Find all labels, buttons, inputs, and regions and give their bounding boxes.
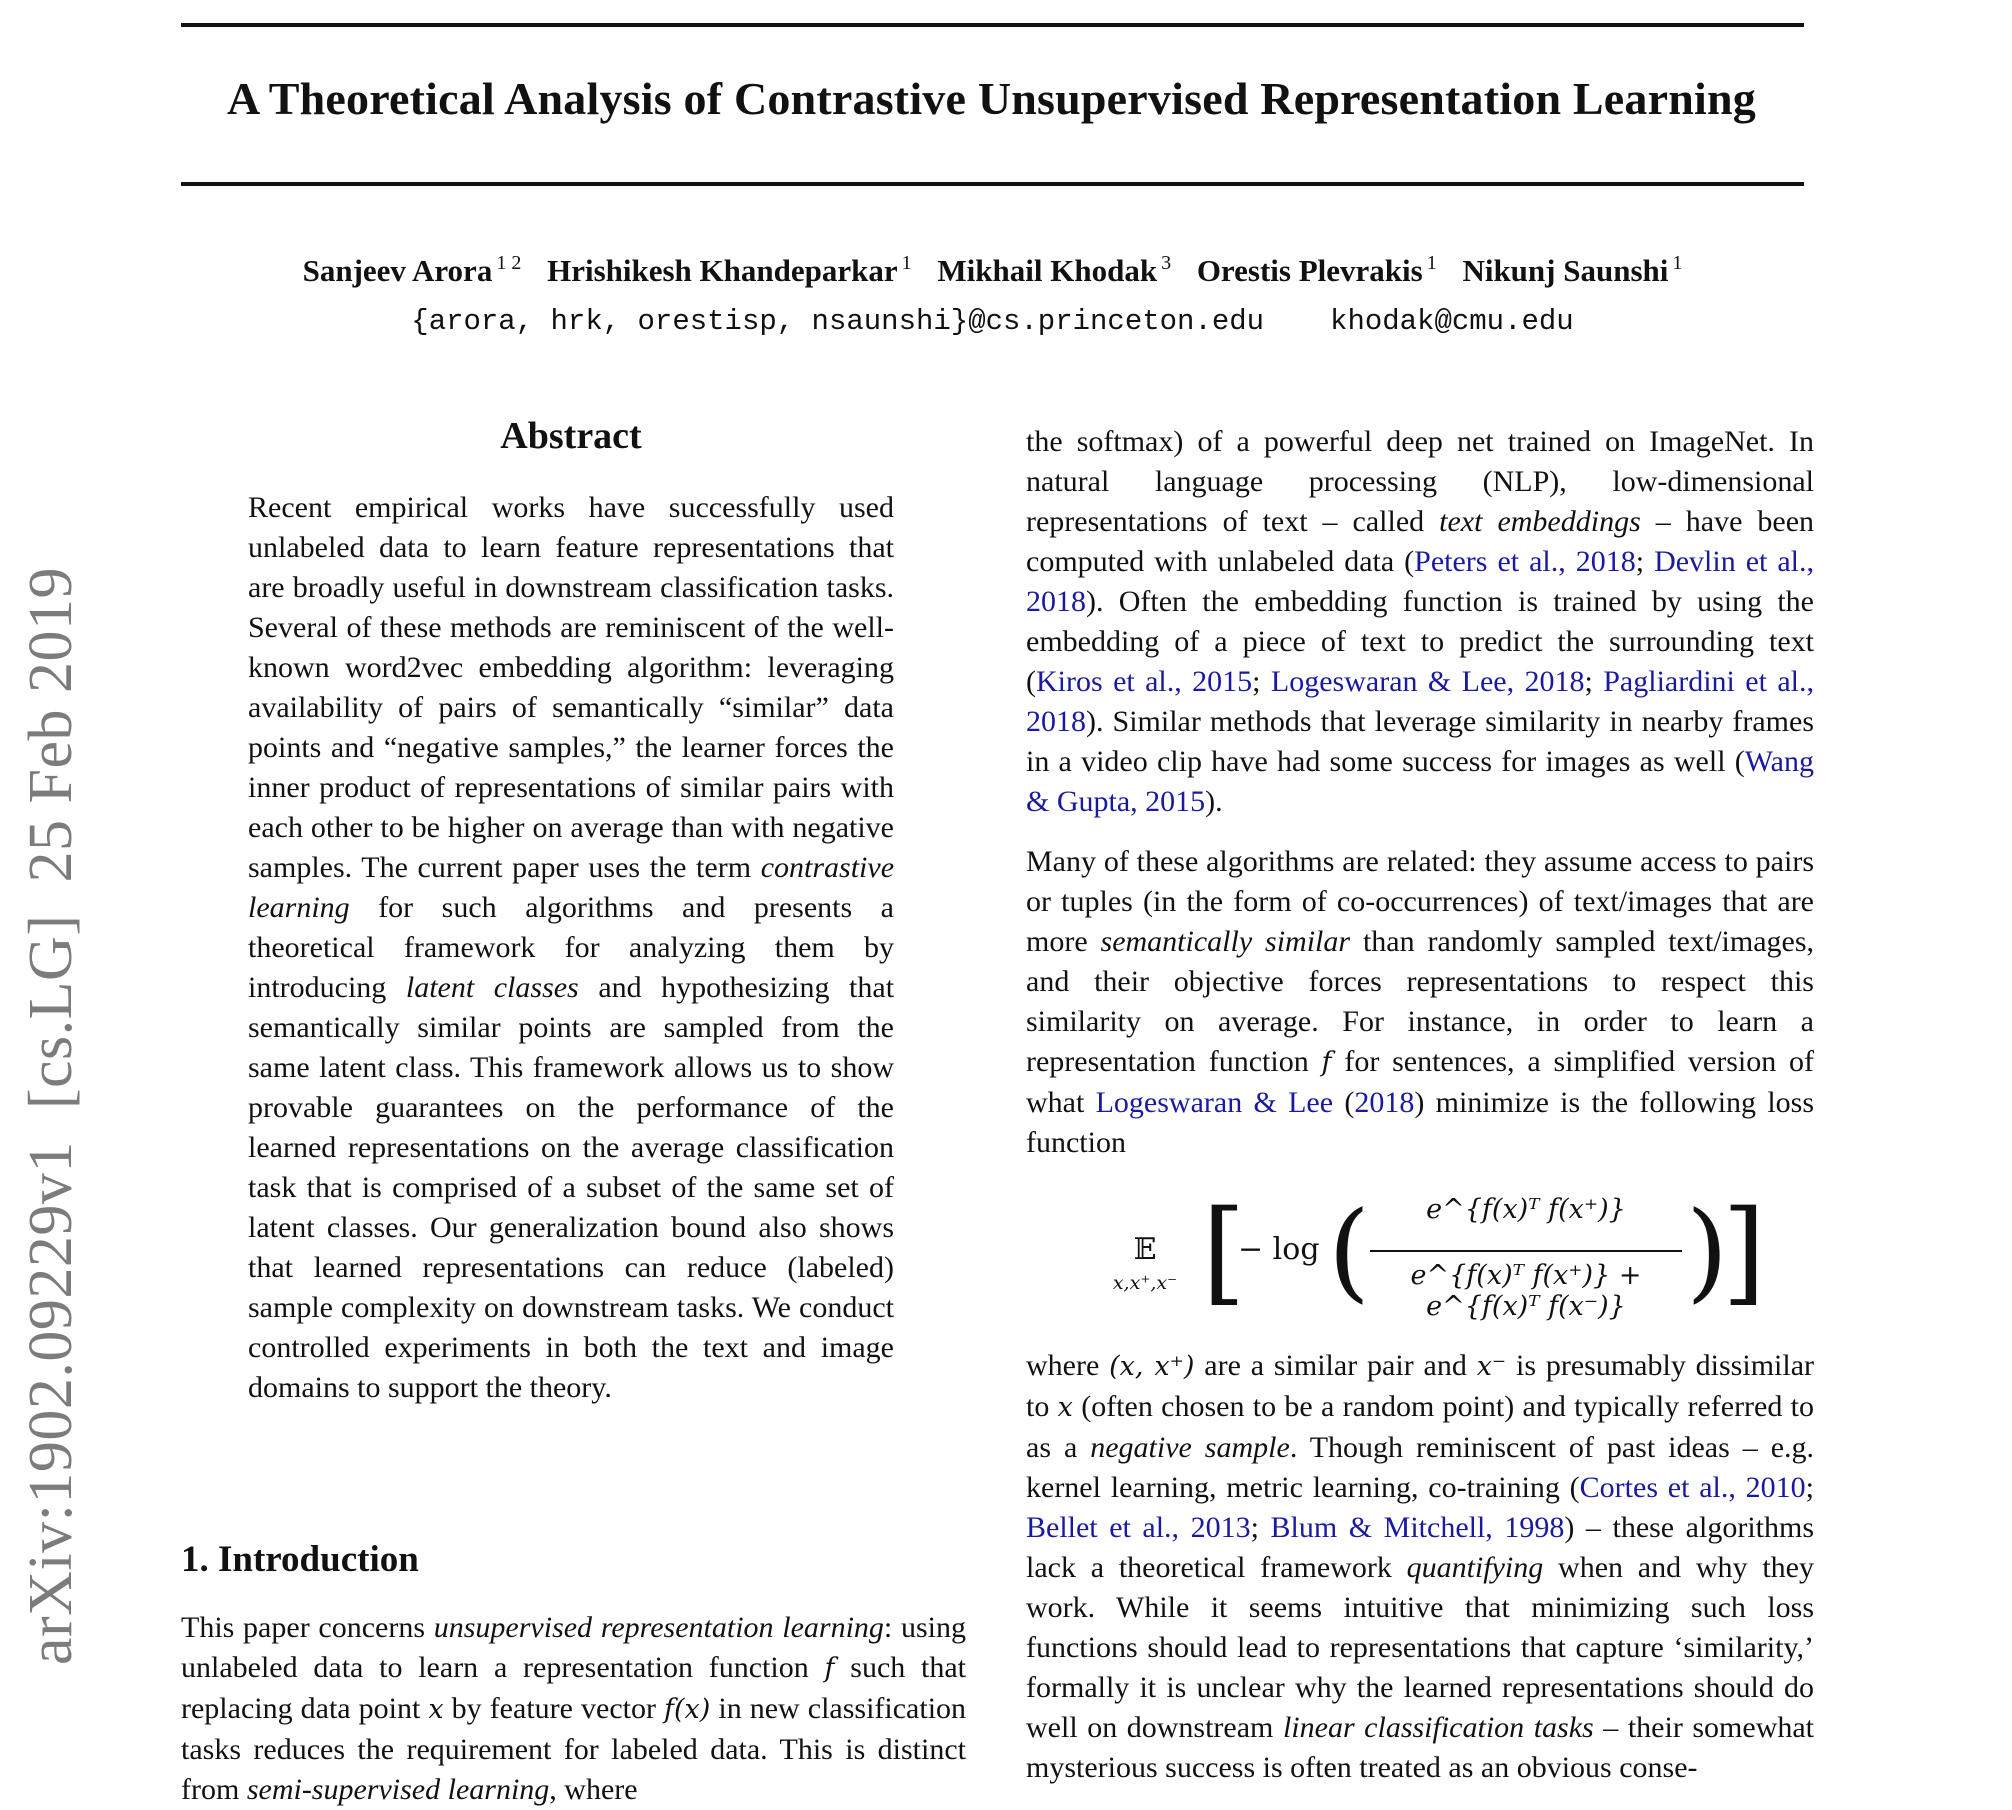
- body-text-part: ). Similar methods that leverage similarity in nearby frames in a video clip have had some success for images as well (: [1026, 705, 1814, 778]
- author-saunshi: [1462, 253, 1682, 288]
- citation-separator: ;: [1805, 1471, 1814, 1504]
- citation-separator: ;: [1584, 665, 1604, 698]
- right-bracket: ]: [1722, 1187, 1766, 1317]
- body-text-part: Many of these algorithms are related: they assume access to pairs or tuples (in the form of co-occurrences) of text/images that are more: [1026, 845, 1814, 958]
- math-symbol: (x, x⁺): [1109, 1351, 1195, 1382]
- intro-text-part: such that replacing data point: [181, 1651, 967, 1725]
- paper-title: A Theoretical Analysis of Contrastive Unsupervised Representation Learning: [226, 73, 1756, 124]
- citation-link[interactable]: Pagliardini et al., 2018: [1026, 665, 1814, 738]
- body-text-part: – their somewhat mysterious success is often treated as an obvious conse-: [1026, 1711, 1815, 1784]
- abstract-heading: Abstract: [500, 415, 642, 457]
- body-emphasis: negative sample: [1090, 1431, 1290, 1464]
- body-text-part: . Though reminiscent of past ideas – e.g. kernel learning, metric learning, co-training (: [1026, 1431, 1815, 1504]
- body-text-part: for sentences, a simplified version of what: [1026, 1045, 1815, 1119]
- author-name: Sanjeev Arora: [302, 253, 493, 288]
- citation-link[interactable]: Cortes et al., 2010: [1579, 1471, 1806, 1504]
- title-bottom-rule: [181, 182, 1804, 186]
- author-name: Orestis Plevrakis: [1196, 253, 1423, 288]
- math-symbol: x: [428, 1694, 444, 1725]
- introduction-text: [181, 1608, 966, 1810]
- author-khodak: [937, 253, 1171, 288]
- author-affiliation: 1 2: [496, 252, 522, 274]
- fraction-numerator: e^{f(x)ᵀ f(x⁺)}: [1426, 1194, 1626, 1225]
- intro-text-part: This paper concerns: [181, 1611, 426, 1644]
- abstract-text-part: for such algorithms and presents a theoretical framework for analyzing them by introducing: [248, 891, 894, 1004]
- body-emphasis: text embeddings: [1439, 505, 1641, 538]
- citation-link[interactable]: Peters et al., 2018: [1414, 545, 1636, 578]
- body-text-part: ). Often the embedding function is trained by using the embedding of a piece of text to predict the surrounding text (: [1026, 585, 1814, 698]
- expectation-subscript: x,x⁺,x⁻: [1112, 1272, 1178, 1294]
- intro-text-part: in new classification tasks reduces the requirement for labeled data. This is distinct from: [181, 1692, 967, 1806]
- citation-link[interactable]: 2018: [1354, 1086, 1415, 1119]
- citation-link[interactable]: Kiros et al., 2015: [1036, 665, 1253, 698]
- author-khandeparkar: [547, 253, 912, 288]
- intro-text-part: : using unlabeled data to learn a representation function: [181, 1611, 966, 1684]
- citation-link[interactable]: Wang & Gupta, 2015: [1026, 745, 1814, 818]
- citation-link[interactable]: Blum & Mitchell, 1998: [1270, 1511, 1565, 1544]
- right-column-paragraph-3: [1026, 1346, 1814, 1788]
- citation-link[interactable]: Logeswaran & Lee: [1095, 1086, 1334, 1119]
- citation-separator: ;: [1250, 1511, 1271, 1544]
- loss-function-equation: [1090, 1187, 1790, 1322]
- email-princeton: {arora, hrk, orestisp, nsaunshi}@cs.princeton.edu: [411, 305, 1265, 338]
- negative-log: − log: [1238, 1232, 1320, 1267]
- intro-emphasis: unsupervised representation learning: [433, 1611, 884, 1644]
- citation-link[interactable]: Bellet et al., 2013: [1026, 1511, 1251, 1544]
- arxiv-identifier-stamp: arXiv:1902.09229v1 [cs.LG] 25 Feb 2019: [17, 567, 85, 1665]
- body-text-part: ) – these algorithms lack a theoretical framework: [1026, 1511, 1814, 1584]
- math-symbol: f: [1321, 1047, 1332, 1078]
- email-cmu: khodak@cmu.edu: [1330, 305, 1574, 338]
- fraction-denominator: e^{f(x)ᵀ f(x⁺)} + e^{f(x)ᵀ f(x⁻)}: [1410, 1260, 1642, 1322]
- body-emphasis: semantically similar: [1100, 925, 1351, 958]
- body-text-part: where: [1026, 1349, 1100, 1382]
- body-text-part: than randomly sampled text/images, and their objective forces representations to respect this similarity on average. For instance, in order to learn a representation function: [1026, 925, 1814, 1078]
- abstract-text: [248, 488, 894, 1408]
- section-heading-introduction: 1. Introduction: [181, 1539, 419, 1580]
- body-emphasis: quantifying: [1406, 1551, 1544, 1584]
- fraction-bar: [1370, 1250, 1682, 1252]
- citation-link[interactable]: Devlin et al., 2018: [1026, 545, 1814, 618]
- title-top-rule: [181, 23, 1804, 27]
- author-affiliation: 3: [1161, 252, 1172, 274]
- author-affiliation: 1: [1426, 252, 1437, 274]
- intro-text-part: , where: [549, 1773, 638, 1806]
- author-emails: [181, 305, 1804, 338]
- body-text-part: is presumably dissimilar to: [1026, 1349, 1815, 1423]
- body-text-part: – have been computed with unlabeled data (: [1026, 505, 1815, 578]
- abstract-emphasis: contrastive learning: [248, 851, 895, 924]
- right-column-paragraph-1: [1026, 422, 1814, 822]
- abstract-text-part: Recent empirical works have successfully used unlabeled data to learn feature representations that are broadly useful in downstream classification tasks. Several of these methods are reminiscent of the well-known word2vec embedding algorithm: leveraging availability of pairs of semantically “similar” data points and “negative samples,” the learner forces the inner product of representations of similar pairs with each other to be higher on average than with negative samples. The current paper uses the term: [248, 491, 894, 884]
- body-text-part: when and why they work. While it seems intuitive that minimizing such loss functions should lead to representations that capture ‘similarity,’ formally it is unclear why the learned representations should do well on downstream: [1026, 1551, 1814, 1744]
- abstract-text-part: and hypothesizing that semantically similar points are sampled from the same latent class. This framework allows us to show provable guarantees on the performance of the learned representations on the average classification task that is comprised of a subset of the same set of latent classes. Our generalization bound also shows that learned representations can reduce (labeled) sample complexity on downstream tasks. We conduct controlled experiments in both the text and image domains to support the theory.: [248, 971, 895, 1404]
- citation-link[interactable]: Logeswaran & Lee, 2018: [1270, 665, 1585, 698]
- left-bracket: [: [1202, 1187, 1246, 1317]
- body-emphasis: linear classification tasks: [1282, 1711, 1594, 1744]
- body-text-part: ).: [1205, 785, 1223, 818]
- math-symbol: f: [824, 1653, 835, 1684]
- abstract-emphasis: latent classes: [405, 971, 579, 1004]
- author-name: Hrishikesh Khandeparkar: [547, 253, 898, 288]
- body-text-part: (often chosen to be a random point) and typically referred to as a: [1026, 1390, 1815, 1464]
- body-text-part: ) minimize is the following loss function: [1026, 1086, 1815, 1159]
- author-list: [181, 252, 1804, 289]
- author-affiliation: 1: [901, 252, 912, 274]
- author-arora: [303, 253, 522, 288]
- left-paren: (: [1328, 1189, 1371, 1314]
- author-affiliation: 1: [1672, 252, 1683, 274]
- author-name: Nikunj Saunshi: [1462, 253, 1669, 288]
- citation-separator: ;: [1635, 545, 1655, 578]
- math-symbol: x: [1057, 1392, 1073, 1423]
- intro-emphasis: semi-supervised learning: [246, 1773, 550, 1806]
- body-text-part: the softmax) of a powerful deep net trained on ImageNet. In natural language processing (NLP), low-dimensional representations of text – called: [1026, 425, 1814, 538]
- right-paren: ): [1686, 1189, 1729, 1314]
- body-text-part: are a similar pair and: [1204, 1349, 1467, 1382]
- author-name: Mikhail Khodak: [937, 253, 1158, 288]
- math-symbol: f(x): [664, 1694, 711, 1725]
- intro-text-part: by feature vector: [451, 1692, 656, 1725]
- math-symbol: x⁻: [1476, 1351, 1507, 1382]
- right-column-paragraph-2: [1026, 842, 1814, 1163]
- citation-separator: ;: [1252, 665, 1271, 698]
- author-plevrakis: [1197, 253, 1437, 288]
- body-text-part: (: [1344, 1086, 1355, 1119]
- expectation-symbol: 𝔼: [1133, 1232, 1157, 1267]
